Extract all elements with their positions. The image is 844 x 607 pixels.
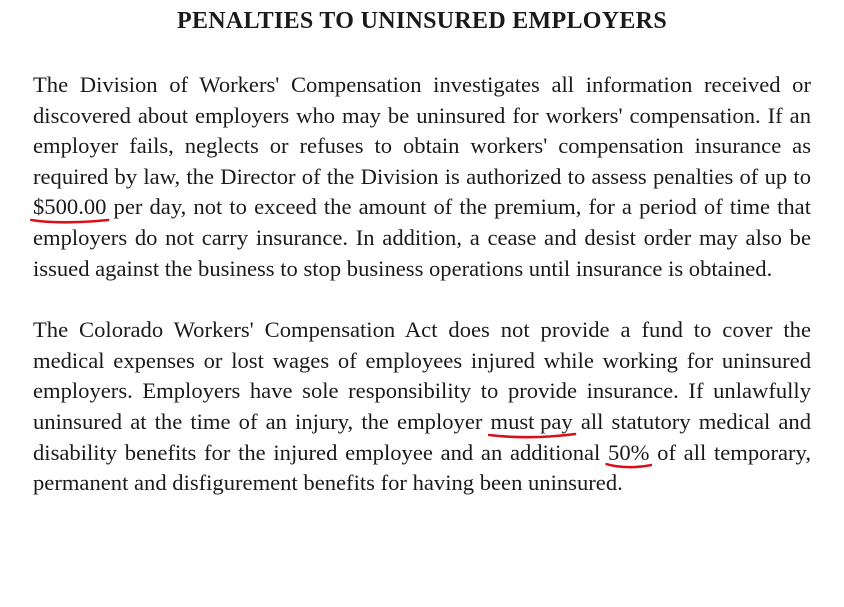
document-page	[33, 0, 811, 499]
document-title: PENALTIES TO UNINSURED EMPLOYERS	[177, 8, 667, 34]
paragraph-1-text-start: The Division of Workers' Compensation investigates all information received or discovered about employers who may be uninsured for workers' compensation. If an employer fails, neglects or refuses to obtain workers' compensation insurance as required by law, the Director of the Division is authorized to assess penalties of up to	[33, 72, 811, 189]
red-underline-mark	[606, 462, 651, 470]
underlined-percent-text: 50%	[608, 439, 650, 465]
red-underline-mark	[489, 432, 575, 440]
paragraph-uninsured-liability	[33, 315, 811, 499]
paragraph-penalties	[33, 70, 811, 284]
paragraph-2-text-middle: all statutory medical and disability benefits for the injured employee and an additional	[33, 408, 811, 465]
underlined-must-pay-text: must pay	[490, 408, 573, 434]
red-underline-mark	[31, 217, 108, 225]
underlined-amount	[33, 196, 106, 219]
paragraph-2-text-start: The Colorado Workers' Compensation Act does not provide a fund to cover the medical expenses or lost wages of employees injured while working for uninsured employers. Employers have sole responsibility to provide insurance. If unlawfully uninsured at the time of an injury, the employer	[33, 317, 811, 434]
underlined-percent	[608, 439, 650, 465]
underlined-must-pay	[490, 408, 573, 434]
paragraph-2-text-end: of all temporary, permanent and disfigurement benefits for having been uninsured.	[33, 439, 811, 496]
paragraph-1-text-end: per day, not to exceed the amount of the premium, for a period of time that employers do not carry insurance. In addition, a cease and desist order may also be issued against the business to stop business operations until insurance is obtained.	[33, 194, 811, 281]
underlined-amount-text: $500.00	[33, 194, 107, 220]
